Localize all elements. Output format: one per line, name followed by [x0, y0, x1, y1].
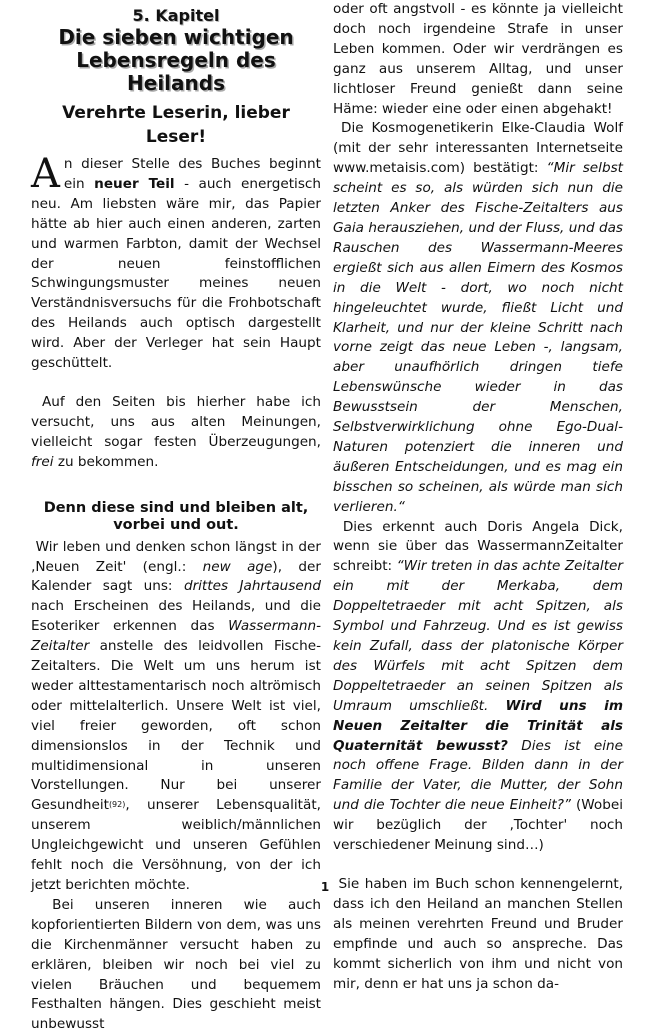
- right-para4-text: Sie haben im Buch schon kennengelernt, dass ich den Heiland an manchen Stellen als meinen verehrten Freund und Bruder empfinde und auch so anspreche. Das kommt sicherlich von ihm und nicht von mir, denn er hat uns ja schon da-: [333, 875, 623, 992]
- right-para3-text-1: Dies erkennt auch Doris Angela Dick, wenn sie über das WassermannZeitalter schreibt:: [333, 518, 623, 575]
- right-para2-quote: “Mir selbst scheint es so, als würden sich nun die letzten Anker des Fische-Zeitalters aus Gaia herausziehen, und der Fluss, und das Rauschen des Wassermann-Meeres ergießt sich aus allen Eimern des Kosmos in die Welt - dort, wo noch nicht hingeleuchtet wurde, fließt Licht und Klarheit, und nur der kleine Schritt nach vorne zeigt das neue Leben -, langsam, aber unaufhörlich dringen tiefe Lebenswünsche wieder in das Bewusstsein der Menschen, Selbstverwirklichung ohne Ego-Dual-Naturen potenziert die inneren und äußeren Entscheidungen, und es mag ein bisschen so scheinen, als würde man sich verlieren.“: [333, 160, 623, 515]
- chapter-title-line-2: Lebensregeln des: [76, 48, 276, 72]
- chapter-number: 5. Kapitel: [132, 6, 220, 25]
- drop-cap: A: [31, 151, 60, 197]
- para2-emphasis: frei: [31, 453, 54, 470]
- footnote-marker: (92): [108, 800, 126, 810]
- para3-text-4: anstelle des leidvollen Fische-Zeitalters. Die Welt um uns herum ist weder alttestamentarisch noch altrömisch oder mittelalterlich. Unsere Welt ist viel, viel freier geworden, oft schon dimensionslos in der Technik und multidimensional in unseren Vorstellungen. Nur bei unserer Gesundheit: [31, 638, 321, 814]
- para3-em-2: drittes Jahrtausend: [183, 578, 321, 595]
- page-number: 1: [320, 880, 330, 894]
- para3-em-1: new age: [202, 558, 273, 575]
- paragraph-3: [31, 538, 321, 896]
- right-paragraph-1: [333, 0, 623, 119]
- intro-bold: neuer Teil: [94, 175, 175, 192]
- para3-text-5: , unserer Lebensqualität, unserem weiblich/männlichen Ungleichgewicht und unseren Gefühlen fehlt noch die Versöhnung, von der ich jetzt berichten möchte.: [31, 797, 321, 893]
- right-para3-quote-2: Dies ist eine noch offene Frage. Bilden dann in der Familie der Vater, die Mutter, der Sohn und die Tochter die neue Einheit?”: [333, 737, 623, 814]
- right-paragraph-2: [333, 119, 623, 517]
- intro-text-2: - auch energetisch neu. Am liebsten wäre mir, das Papier hätte ab hier auch einen anderen, zarten und warmen Farbton, damit der Wechsel der neuen feinstofflichen Schwingungsmuster meines neuen Verständnisversuchs für die Frohbotschaft des Heilands auch optisch dargestellt wird. Aber der Verleger hat sein Haupt geschüttelt.: [31, 175, 321, 372]
- right-para3-bold-question: Wird uns im Neuen Zeitalter die Trinität als Quaternität bewusst?: [333, 697, 623, 754]
- para4-text: Bei unseren inneren wie auch kopforientierten Bildern von dem, was uns die Kirchenmänner versucht haben zu erklären, bleiben wir noch bei viel zu vielen Bräuchen und bequemem Festhalten hängen. Dies geschieht meist unbewusst: [31, 896, 321, 1033]
- paragraph-2: [31, 393, 321, 473]
- para3-em-3: Wassermann-Zeitalter: [31, 618, 321, 655]
- para3-text-3: nach Erscheinen des Heilands, und die Esoteriker erkennen das: [31, 598, 321, 635]
- chapter-title-line-3: Heilands: [127, 71, 225, 95]
- subheading-line-1: Denn diese sind und bleiben alt,: [43, 499, 309, 516]
- para2-text-2: zu bekommen.: [53, 453, 159, 470]
- para3-text-1: Wir leben und denken schon längst in der ‚Neuen Zeit' (engl.:: [31, 538, 321, 575]
- subheading-line-2: vorbei und out.: [113, 516, 239, 533]
- right-para3-text-2: (Wobei wir bezüglich der ‚Tochter' noch verschiedener Meinung sind…): [333, 797, 623, 854]
- para2-text-1: Auf den Seiten bis hierher habe ich versucht, uns aus alten Meinungen, vielleicht sogar festen Überzeugungen,: [31, 393, 321, 450]
- intro-paragraph: [31, 151, 321, 374]
- paragraph-4: [31, 896, 321, 1035]
- right-paragraph-3: [333, 518, 623, 856]
- subheading: [31, 500, 321, 534]
- right-para2-text: Die Kosmogenetikerin Elke-Claudia Wolf (mit der sehr interessanten Internetseite www.metaisis.com) bestätigt:: [333, 120, 624, 177]
- salutation: Verehrte Leserin, lieber Leser!: [62, 103, 290, 147]
- right-para1-text: oder oft angstvoll - es könnte ja vielleicht doch noch irgendeine Strafe in unser Leben kommen. Oder wir verdrängen es ganz aus unserem Alltag, und unser lichtloser Freund genießt dann seine Häme: wieder eine oder einen abgehakt!: [333, 1, 623, 117]
- chapter-title-line-1: Die sieben wichtigen: [58, 25, 294, 49]
- right-column: [333, 0, 623, 994]
- right-para3-quote-1: “Wir treten in das achte Zeitalter ein mit der Merkaba, dem Doppeltetraeder mit acht Spitzen, als Symbol und Fahrzeug. Und es ist gewiss kein Zufall, dass der platonische Körper des Würfels mit acht Spitzen dem Doppeltetraeder an seinen Spitzen als Umraum umschließt.: [333, 558, 623, 714]
- intro-text-1: n dieser Stelle des Buches beginnt ein: [63, 156, 321, 192]
- chapter-title: [31, 26, 321, 95]
- para3-text-2: ), der Kalender sagt uns:: [31, 558, 321, 595]
